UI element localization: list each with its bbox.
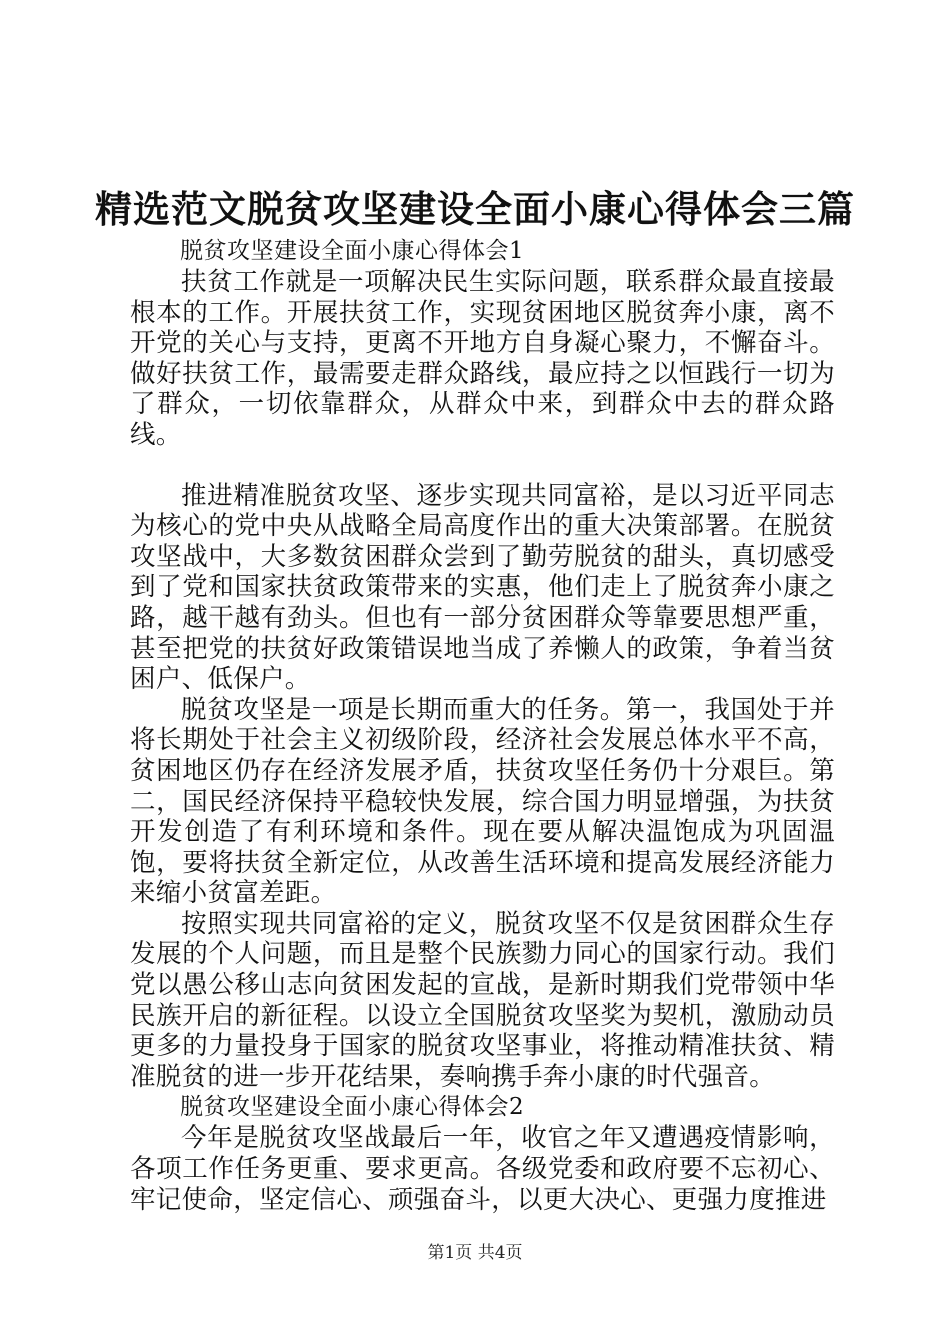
paragraph-4: 按照实现共同富裕的定义，脱贫攻坚不仅是贫困群众生存发展的个人问题，而且是整个民族勠力同心的国家行动。我们党以愚公移山志向贫困发起的宣战，是新时期我们党带领中华民族开启的新征程。以设立全国脱贫攻坚奖为契机，激励动员更多的力量投身于国家的脱贫攻坚事业，将推动精准扶贫、精准脱贫的进一步开花结果，奏响携手奔小康的时代强音。 (130, 908, 835, 1092)
section-1-heading: 脱贫攻坚建设全面小康心得体会1 (180, 238, 525, 264)
document-body (130, 236, 835, 1215)
paragraph-1: 扶贫工作就是一项解决民生实际问题，联系群众最直接最根本的工作。开展扶贫工作，实现贫困地区脱贫奔小康，离不开党的关心与支持，更离不开地方自身凝心聚力，不懈奋斗。做好扶贫工作，最需要走群众路线，最应持之以恒践行一切为了群众，一切依靠群众，从群众中来，到群众中去的群众路线。 (130, 267, 835, 450)
section-2-heading: 脱贫攻坚建设全面小康心得体会2 (180, 1094, 525, 1121)
page-footer: 第1页 共4页 (427, 1243, 523, 1263)
paragraph-3: 脱贫攻坚是一项是长期而重大的任务。第一，我国处于并将长期处于社会主义初级阶段，经济社会发展总体水平不高，贫困地区仍存在经济发展矛盾，扶贫攻坚任务仍十分艰巨。第二，国民经济保持平稳较快发展，综合国力明显增强，为扶贫开发创造了有利环境和条件。现在要从解决温饱成为巩固温饱，要将扶贫全新定位，从改善生活环境和提高发展经济能力来缩小贫富差距。 (130, 694, 835, 909)
paragraph-5: 今年是脱贫攻坚战最后一年，收官之年又遭遇疫情影响，各项工作任务更重、要求更高。各级党委和政府要不忘初心、牢记使命，坚定信心、顽强奋斗，以更大决心、更强力度推进 (130, 1123, 835, 1215)
document-title: 精选范文脱贫攻坚建设全面小康心得体会三篇 (95, 187, 855, 231)
paragraph-2: 推进精准脱贫攻坚、逐步实现共同富裕，是以习近平同志为核心的党中央从战略全局高度作出的重大决策部署。在脱贫攻坚战中，大多数贫困群众尝到了勤劳脱贫的甜头，真切感受到了党和国家扶贫政策带来的实惠，他们走上了脱贫奔小康之路，越干越有劲头。但也有一部分贫困群众等靠要思想严重，甚至把党的扶贫好政策错误地当成了养懒人的政策，争着当贫困户、低保户。 (130, 480, 835, 695)
